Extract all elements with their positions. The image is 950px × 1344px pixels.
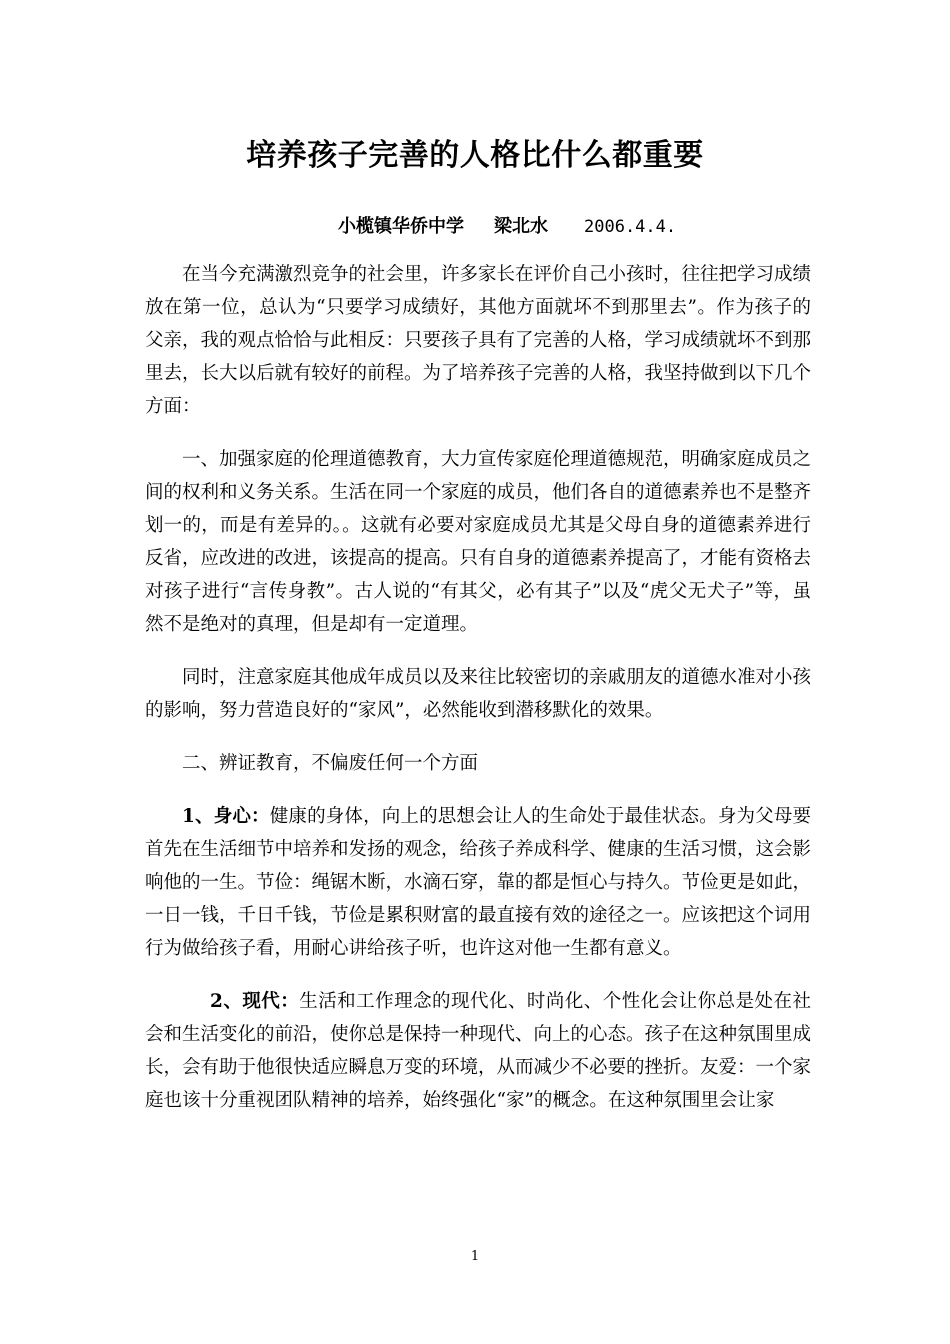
document-body bbox=[145, 258, 811, 1137]
paragraph-body-mind bbox=[145, 800, 811, 965]
paragraph-modern-lead: 2、现代： bbox=[210, 991, 300, 1012]
byline bbox=[338, 212, 676, 238]
byline-school: 小榄镇华侨中学 bbox=[338, 216, 464, 237]
paragraph-section-one: 一、加强家庭的伦理道德教育，大力宣传家庭伦理道德规范，明确家庭成员之间的权利和义务关系。生活在同一个家庭的成员，他们各自的道德素养也不是整齐划一的，而是有差异的。。这就有必要对家庭成员尤其是父母自身的道德素养进行反省，应改进的改进，该提高的提高。只有自身的道德素养提高了，才能有资格去对孩子进行“言传身教”。古人说的“有其父，必有其子”以及“虎父无犬子”等，虽然不是绝对的真理，但是却有一定道理。 bbox=[145, 449, 812, 635]
paragraph-intro: 在当今充满激烈竞争的社会里，许多家长在评价自己小孩时，往往把学习成绩放在第一位，总认为“只要学习成绩好，其他方面就坏不到那里去”。作为孩子的父亲，我的观点恰恰与此相反：只要孩子具有了完善的人格，学习成绩就坏不到那里去，长大以后就有较好的前程。为了培养孩子完善的人格，我坚持做到以下几个方面： bbox=[145, 264, 812, 417]
byline-date: 2006.4.4. bbox=[584, 217, 677, 237]
paragraph-modern-text: 生活和工作理念的现代化、时尚化、个性化会让你总是处在社会和生活变化的前沿，使你总是保持一种现代、向上的心态。孩子在这种氛围里成长，会有助于他很快适应瞬息万变的环境，从而减少不必要的挫折。友爱：一个家庭也该十分重视团队精神的培养，始终强化“家”的概念。在这种氛围里会让家 bbox=[145, 991, 812, 1111]
paragraph-section-two-heading: 二、辨证教育，不偏废任何一个方面 bbox=[182, 753, 479, 774]
paragraph-modern bbox=[145, 985, 811, 1117]
byline-author: 梁北水 bbox=[494, 216, 548, 237]
paragraph-family-influence: 同时，注意家庭其他成年成员以及来往比较密切的亲戚朋友的道德水准对小孩的影响，努力营造良好的“家风”，必然能收到潜移默化的效果。 bbox=[145, 667, 812, 721]
paragraph-body-mind-lead: 1、身心： bbox=[182, 806, 270, 827]
paragraph-body-mind-text: 健康的身体，向上的思想会让人的生命处于最佳状态。身为父母要首先在生活细节中培养和发扬的观念，给孩子养成科学、健康的生活习惯，这会影响他的一生。节俭：绳锯木断，水滴石穿，靠的都是恒心与持久。节俭更是如此，一日一钱，千日千钱，节俭是累积财富的最直接有效的途径之一。应该把这个词用行为做给孩子看，用耐心讲给孩子听，也许这对他一生都有意义。 bbox=[145, 806, 812, 959]
document-title: 培养孩子完善的人格比什么都重要 bbox=[246, 138, 704, 173]
page-number: 1 bbox=[470, 1249, 480, 1264]
